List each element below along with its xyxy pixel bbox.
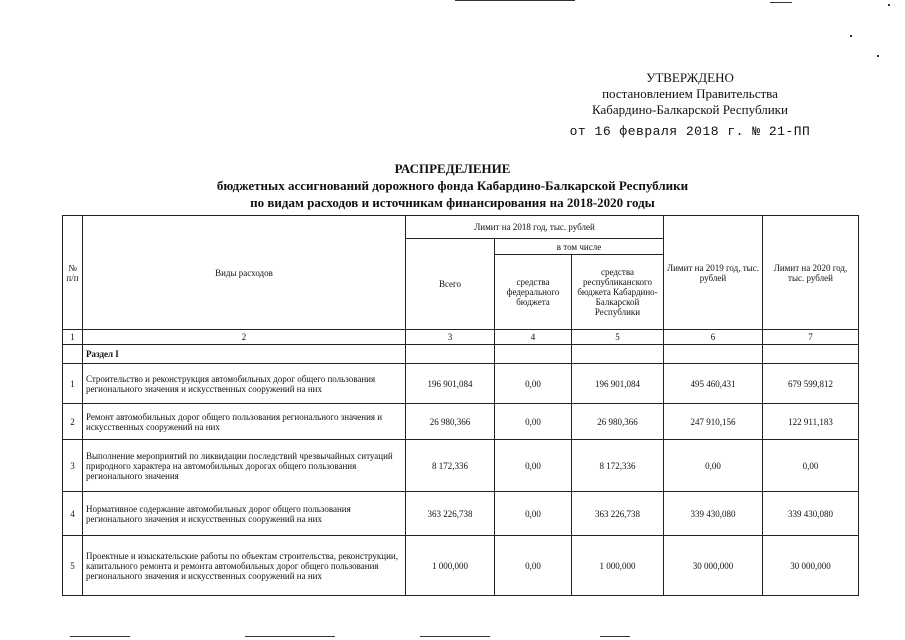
row-2019: 30 000,000 (664, 536, 763, 596)
table-row (63, 364, 859, 404)
header-limit-2018: Лимит на 2018 год, тыс. рублей (406, 216, 664, 239)
scan-line-bottom-4 (600, 636, 630, 637)
row-name: Выполнение мероприятий по ликвидации последствий чрезвычайных ситуаций природного характера на автомобильных дорогах общего пользования регионального значения (83, 440, 406, 492)
header-limit-2020: Лимит на 2020 год, тыс. рублей (763, 216, 859, 330)
row-federal: 0,00 (495, 536, 572, 596)
document-title (0, 160, 905, 211)
row-name: Строительство и реконструкция автомобильных дорог общего пользования регионального значения и искусственных сооружений на них (83, 364, 406, 404)
row-federal: 0,00 (495, 404, 572, 440)
table-row (63, 404, 859, 440)
header-num: № п/п (63, 216, 83, 330)
row-name: Нормативное содержание автомобильных дорог общего пользования регионального значения и искусственных сооружений на них (83, 492, 406, 536)
row-republic: 26 980,366 (572, 404, 664, 440)
row-republic: 8 172,336 (572, 440, 664, 492)
colnum-cell: 6 (664, 330, 763, 345)
section-row (63, 345, 859, 364)
row-republic: 196 901,084 (572, 364, 664, 404)
section-label: Раздел I (83, 345, 406, 364)
row-num: 5 (63, 536, 83, 596)
decree-line: от 16 февраля 2018 г. № 21-ПП (569, 124, 811, 139)
allocation-table (62, 215, 859, 596)
approval-stamp (560, 70, 820, 140)
colnum-cell: 1 (63, 330, 83, 345)
row-total: 8 172,336 (406, 440, 495, 492)
header-limit-2019: Лимит на 2019 год, тыс. рублей (664, 216, 763, 330)
row-name: Ремонт автомобильных дорог общего пользования регионального значения и искусственных сооружений на них (83, 404, 406, 440)
scan-line-bottom-1 (70, 636, 130, 637)
header-federal: средства федерального бюджета (495, 255, 572, 330)
scan-line-top (455, 0, 575, 1)
row-2020: 339 430,080 (763, 492, 859, 536)
colnum-cell: 2 (83, 330, 406, 345)
scan-line-bottom-3 (420, 636, 490, 637)
row-2020: 30 000,000 (763, 536, 859, 596)
row-republic: 1 000,000 (572, 536, 664, 596)
row-num: 4 (63, 492, 83, 536)
row-num: 1 (63, 364, 83, 404)
scan-line-bottom-2 (245, 636, 335, 637)
scan-line-top-right (770, 2, 792, 3)
row-2019: 495 460,431 (664, 364, 763, 404)
scan-dot-1 (888, 4, 890, 6)
approval-line-3: Кабардино-Балкарской Республики (592, 102, 788, 117)
header-total: Всего (406, 239, 495, 330)
approval-line-1: УТВЕРЖДЕНО (646, 70, 734, 85)
colnum-cell: 5 (572, 330, 664, 345)
row-num: 3 (63, 440, 83, 492)
header-republic: средства республиканского бюджета Кабардино-Балкарской Республики (572, 255, 664, 330)
colnum-cell: 4 (495, 330, 572, 345)
row-2019: 247 910,156 (664, 404, 763, 440)
approval-line-2: постановлением Правительства (602, 86, 778, 101)
title-line-1: РАСПРЕДЕЛЕНИЕ (394, 161, 511, 176)
title-line-2: бюджетных ассигнований дорожного фонда Кабардино-Балкарской Республики (216, 178, 689, 193)
header-kind: Виды расходов (83, 216, 406, 330)
table-row (63, 440, 859, 492)
header-including: в том числе (495, 239, 664, 255)
row-total: 196 901,084 (406, 364, 495, 404)
row-2019: 0,00 (664, 440, 763, 492)
row-federal: 0,00 (495, 492, 572, 536)
row-total: 1 000,000 (406, 536, 495, 596)
row-2020: 0,00 (763, 440, 859, 492)
row-federal: 0,00 (495, 440, 572, 492)
row-num: 2 (63, 404, 83, 440)
row-2019: 339 430,080 (664, 492, 763, 536)
title-line-3: по видам расходов и источникам финансирования на 2018-2020 годы (250, 195, 655, 210)
colnum-cell: 7 (763, 330, 859, 345)
row-total: 363 226,738 (406, 492, 495, 536)
row-2020: 679 599,812 (763, 364, 859, 404)
table-row (63, 492, 859, 536)
row-2020: 122 911,183 (763, 404, 859, 440)
scan-dot-3 (877, 55, 879, 57)
colnum-cell: 3 (406, 330, 495, 345)
row-republic: 363 226,738 (572, 492, 664, 536)
table-row (63, 536, 859, 596)
column-number-row (63, 330, 859, 345)
scan-dot-2 (850, 35, 852, 37)
row-federal: 0,00 (495, 364, 572, 404)
row-total: 26 980,366 (406, 404, 495, 440)
row-name: Проектные и изыскательские работы по объектам строительства, реконструкции, капитального ремонта и ремонта автомобильных дорог общего пользования регионального значения и искусственных сооружений на них (83, 536, 406, 596)
